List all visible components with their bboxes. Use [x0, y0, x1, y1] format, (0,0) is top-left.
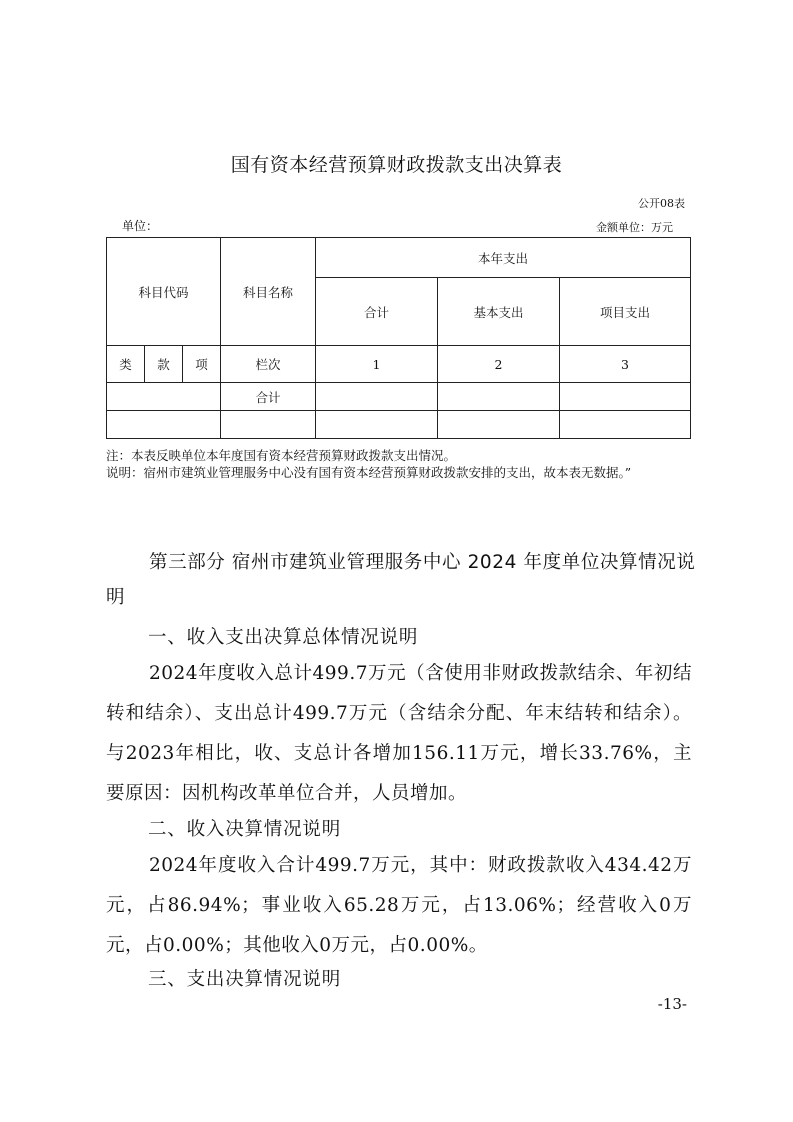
cell-empty: [438, 383, 560, 411]
cell-xiang: 项: [183, 346, 221, 383]
cell-empty: [316, 411, 438, 439]
header-current-year: 本年支出: [316, 238, 691, 278]
cell-empty: [107, 383, 221, 411]
section-1-body: 2024年度收入总计499.7万元（含使用非财政拨款结余、年初结转和结余）、支出总计499.7万元（含结余分配、年末结转和结余）。与2023年相比，收、支总计各增加156.11万元，增长33.76%，主要原因：因机构改革单位合并，人员增加。: [106, 663, 692, 804]
section-1-title: 一、收入支出决算总体情况说明: [148, 627, 419, 648]
table-row: [107, 346, 691, 383]
cell-lei: 类: [107, 346, 145, 383]
table-row: [107, 383, 691, 411]
cell-lanci: 栏次: [221, 346, 316, 383]
cell-empty: [316, 383, 438, 411]
header-code: 科目代码: [107, 238, 221, 346]
table-title: 国有资本经营预算财政拨款支出决算表: [230, 154, 563, 176]
part-heading: 第三部分 宿州市建筑业管理服务中心 2024 年度单位决算情况说明: [106, 552, 696, 608]
table-explanation: 说明：宿州市建筑业管理服务中心没有国有资本经营预算财政拨款安排的支出，故本表无数据。”: [106, 465, 632, 480]
cell-col-3: 3: [560, 346, 691, 383]
cell-empty: [560, 383, 691, 411]
table-notes: [106, 447, 696, 481]
table-note: 注：本表反映单位本年度国有资本经营预算财政拨款支出情况。: [106, 448, 457, 463]
header-name: 科目名称: [221, 238, 316, 346]
cell-kuan: 款: [145, 346, 183, 383]
cell-empty: [221, 411, 316, 439]
header-project: 项目支出: [560, 278, 691, 346]
cell-col-2: 2: [438, 346, 560, 383]
cell-empty: [438, 411, 560, 439]
form-number: 公开08表: [638, 197, 685, 210]
page-number: -13-: [657, 995, 687, 1013]
amount-unit: 金额单位：万元: [596, 221, 673, 234]
cell-empty: [560, 411, 691, 439]
cell-col-1: 1: [316, 346, 438, 383]
expenditure-table: [106, 237, 691, 439]
section-2-title: 二、收入决算情况说明: [148, 819, 342, 840]
table-row: [107, 411, 691, 439]
unit-label: 单位：: [122, 219, 159, 233]
cell-total-label: 合计: [221, 383, 316, 411]
section-2-body: 2024年度收入合计499.7万元，其中：财政拨款收入434.42万元，占86.94%；事业收入65.28万元，占13.06%；经营收入0万元，占0.00%；其他收入0万元，占0.00%。: [106, 855, 692, 956]
header-basic: 基本支出: [438, 278, 560, 346]
header-total: 合计: [316, 278, 438, 346]
section-3-title: 三、支出决算情况说明: [148, 969, 342, 990]
cell-empty: [107, 411, 221, 439]
